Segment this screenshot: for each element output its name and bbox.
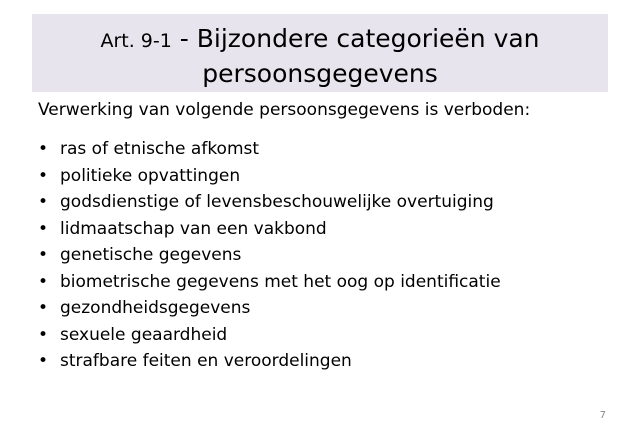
- bullet-icon: •: [38, 245, 49, 265]
- list-item: [38, 189, 501, 216]
- list-item: [38, 242, 501, 269]
- title-heading-line-2: persoonsgegevens: [202, 59, 438, 88]
- bullet-icon: •: [38, 192, 49, 212]
- title-box: [32, 14, 608, 92]
- list-item-text: lidmaatschap van een vakbond: [60, 218, 327, 239]
- title-line-1: [32, 23, 608, 57]
- title-separator: -: [179, 24, 189, 53]
- bullet-icon: •: [38, 218, 49, 239]
- list-item: [38, 163, 501, 190]
- intro-text: Verwerking van volgende persoonsgegevens is verboden:: [38, 100, 531, 120]
- bullet-icon: •: [38, 271, 49, 292]
- list-item-text: gezondheidsgegevens: [60, 298, 251, 318]
- list-item: [38, 348, 501, 375]
- list-item-text: biometrische gegevens met het oog op identificatie: [60, 271, 501, 292]
- bullet-icon: •: [38, 298, 49, 318]
- list-item-text: sexuele geaardheid: [60, 324, 228, 345]
- article-number: Art. 9-1: [100, 30, 172, 52]
- list-item-text: godsdienstige of levensbeschouwelijke overtuiging: [60, 192, 494, 212]
- title-line-2: [32, 58, 608, 90]
- list-item: [38, 136, 501, 163]
- bullet-icon: •: [38, 139, 49, 159]
- bullet-list: [38, 136, 501, 375]
- title-heading-line-1: Bijzondere categorieën van: [196, 24, 540, 53]
- list-item-text: strafbare feiten en veroordelingen: [60, 351, 352, 371]
- bullet-icon: •: [38, 324, 49, 345]
- list-item: [38, 295, 501, 322]
- list-item-text: ras of etnische afkomst: [60, 139, 260, 159]
- list-item: [38, 322, 501, 349]
- bullet-icon: •: [38, 351, 49, 371]
- page-number: 7: [599, 410, 606, 421]
- list-item-text: politieke opvattingen: [60, 165, 241, 186]
- bullet-icon: •: [38, 165, 49, 186]
- list-item: [38, 216, 501, 243]
- list-item: [38, 269, 501, 296]
- list-item-text: genetische gegevens: [60, 245, 242, 265]
